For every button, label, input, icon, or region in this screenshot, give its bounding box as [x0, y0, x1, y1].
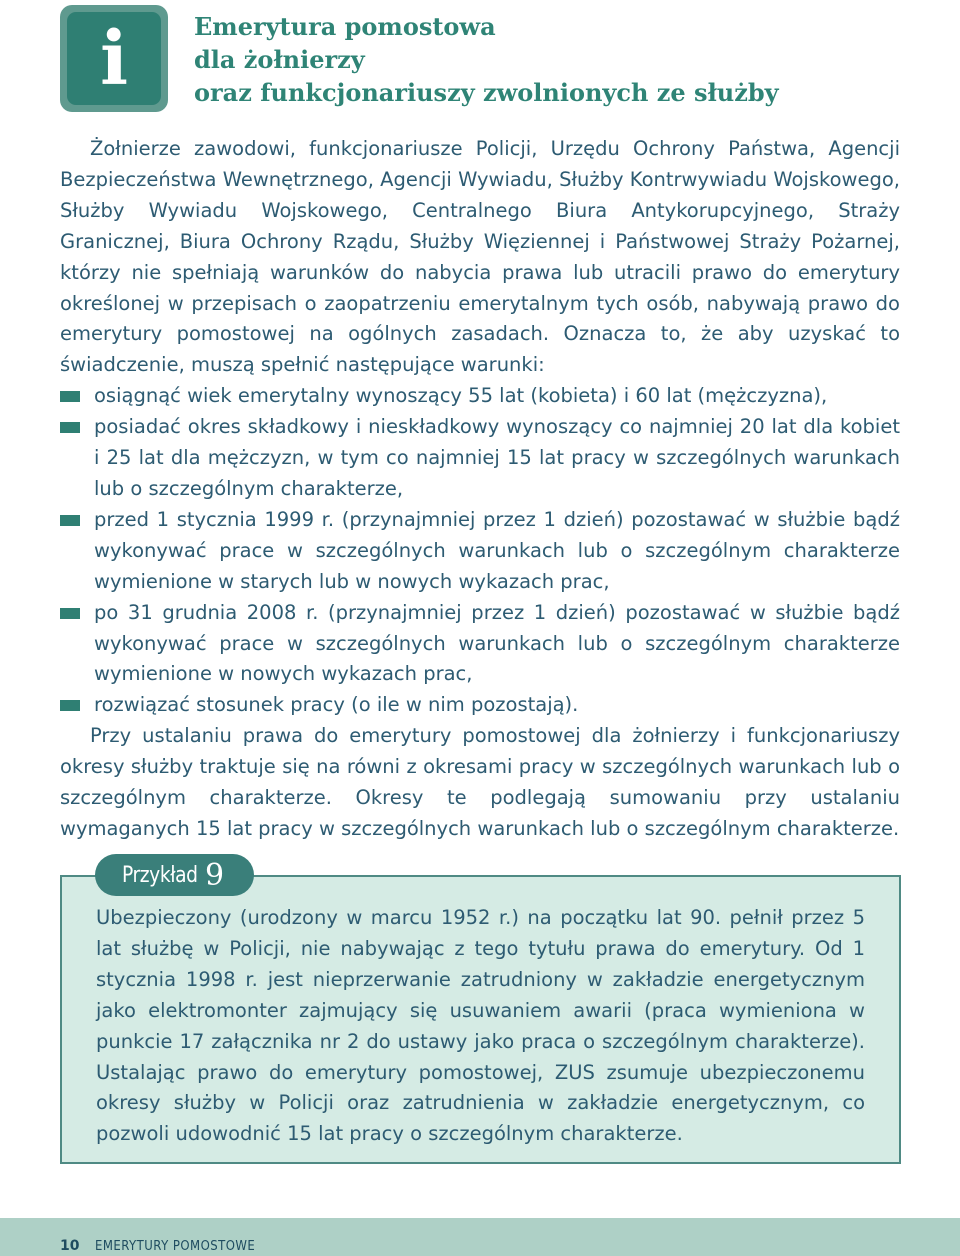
list-item	[60, 412, 900, 505]
section-title: EMERYTURY POMOSTOWE	[95, 1239, 256, 1254]
bullet-icon	[60, 700, 80, 711]
closing-paragraph: Przy ustalaniu prawa do emerytury pomostowej dla żołnierzy i funkcjonariuszy okresy służby traktuje się na równi z okresami pracy w szczególnych warunkach lub o szczególnym charakterze. Okresy te podlegają sumowaniu przy ustalaniu wymaganych 15 lat pracy w szczególnych warunkach lub o szczególnym charakterze.	[60, 724, 900, 840]
list-item-text: rozwiązać stosunek pracy (o ile w nim pozostają).	[94, 693, 579, 717]
list-item-text: po 31 grudnia 2008 r. (przynajmniej przez 1 dzień) pozostawać w służbie bądź wykonywać prace w szczególnych warunkach lub o szczególnym charakterze wymienione w nowych wykazach prac,	[94, 600, 900, 686]
bullet-icon	[60, 515, 80, 526]
example-tab	[95, 854, 254, 896]
info-icon	[60, 5, 168, 112]
bullet-icon	[60, 422, 80, 433]
list-item-text: przed 1 stycznia 1999 r. (przynajmniej przez 1 dzień) pozostawać w służbie bądź wykonywać prace w szczególnych warunkach lub o szczególnym charakterze wymienione w starych lub w nowych wykazach prac,	[94, 507, 900, 593]
page-title	[194, 10, 779, 109]
body-text	[60, 134, 900, 845]
list-item	[60, 505, 900, 598]
list-item	[60, 381, 900, 412]
list-item-text: osiągnąć wiek emerytalny wynoszący 55 lat (kobieta) i 60 lat (mężczyzna),	[94, 384, 828, 408]
info-letter: i	[99, 15, 129, 102]
bullet-icon	[60, 391, 80, 402]
title-line: oraz funkcjonariuszy zwolnionych ze służby	[194, 78, 779, 107]
intro-paragraph: Żołnierze zawodowi, funkcjonariusze Policji, Urzędu Ochrony Państwa, Agencji Bezpieczeństwa Wewnętrznego, Agencji Wywiadu, Służby Kontrwywiadu Wojskowego, Służby Wywiadu Wojskowego, Centralnego Biura Antykorupcyjnego, Straży Granicznej, Biura Ochrony Rządu, Służby Więziennej i Państwowej Straży Pożarnej, którzy nie spełniają warunków do nabycia prawa lub utracili prawo do emerytury określonej w przepisach o zaopatrzeniu emerytalnym tych osób, nabywają prawo do emerytury pomostowej na ogólnych zasadach. Oznacza to, że aby uzyskać to świadczenie, muszą spełnić następujące warunki:	[60, 137, 900, 377]
example-label: Przykład	[122, 862, 198, 888]
example-number: 9	[204, 857, 225, 893]
footer-bar	[0, 1218, 960, 1256]
page-number: 10	[60, 1238, 80, 1254]
title-line: dla żołnierzy	[194, 45, 365, 74]
list-item	[60, 598, 900, 691]
title-line: Emerytura pomostowa	[194, 12, 496, 41]
conditions-list	[60, 381, 900, 721]
bullet-icon	[60, 608, 80, 619]
example-text: Ubezpieczony (urodzony w marcu 1952 r.) na początku lat 90. pełnił przez 5 lat służbę w Policji, nie nabywając z tego tytułu prawa do emerytury. Od 1 stycznia 1998 r. jest nieprzerwanie zatrudniony w zakładzie energetycznym jako elektromonter zajmujący się usuwaniem awarii (praca wymieniona w punkcie 17 załącznika nr 2 do ustawy jako praca o szczególnym charakterze). Ustalając prawo do emerytury pomostowej, ZUS zsumuje ubezpieczonemu okresy służby w Policji oraz zatrudnienia w zakładzie energetycznym, co pozwoli udowodnić 15 lat pracy o szczególnym charakterze.	[96, 906, 865, 1146]
list-item	[60, 690, 900, 721]
list-item-text: posiadać okres składkowy i nieskładkowy wynoszący co najmniej 20 lat dla kobiet i 25 lat dla mężczyzn, w tym co najmniej 15 lat pracy w szczególnych warunkach lub o szczególnym charakterze,	[94, 415, 900, 500]
